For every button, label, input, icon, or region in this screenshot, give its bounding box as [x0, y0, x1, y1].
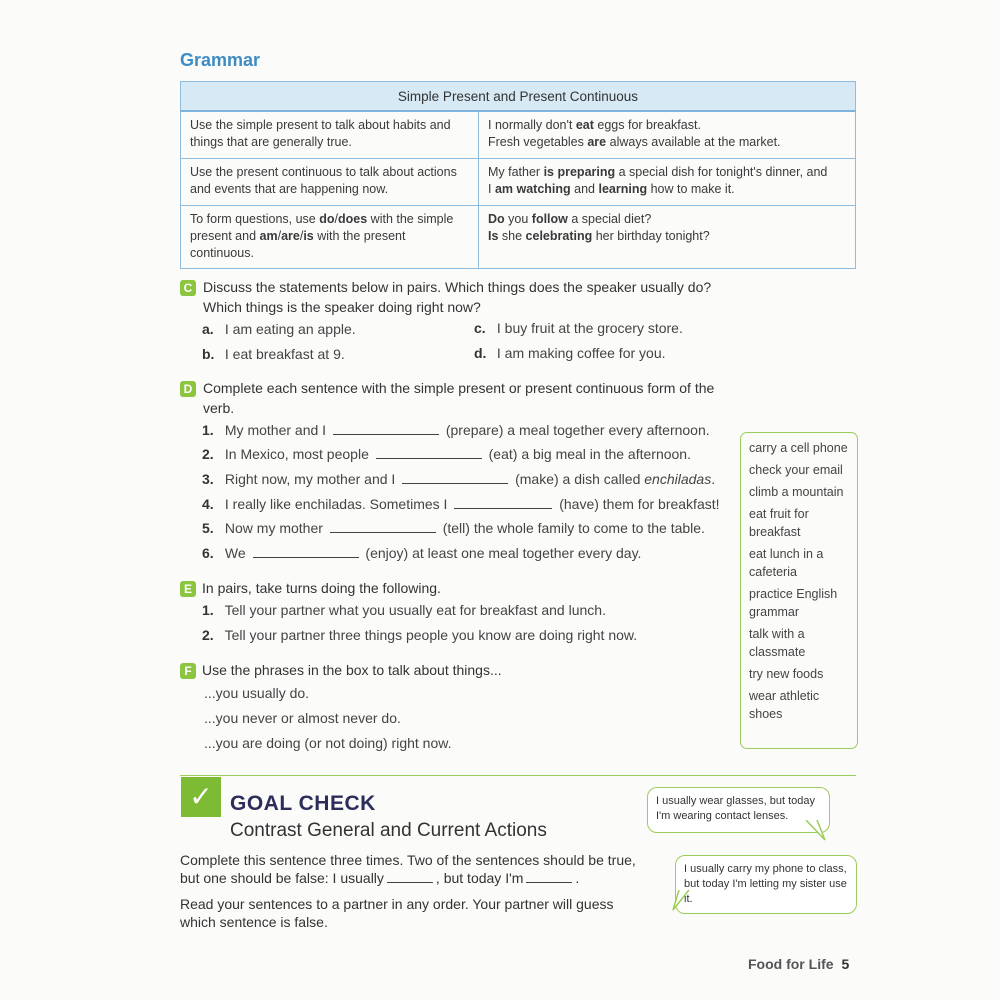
goal-instruction-2: Read your sentences to a partner in any order. Your partner will guess which sentence is false.: [180, 896, 614, 930]
section-c-instruction: C Discuss the statements below in pairs. Which things does the speaker usually do? Which things is the speaker doing right now?: [180, 277, 720, 317]
answer-blank[interactable]: [454, 496, 552, 509]
list-item: ...you are doing (or not doing) right now.: [204, 735, 452, 751]
speech-bubble-tail: [671, 890, 695, 912]
list-item: 2. Tell your partner three things people you know are doing right now.: [202, 627, 638, 643]
phrase-item: talk with a classmate: [749, 627, 806, 659]
list-item: 1. My mother and I (prepare) a meal together every afternoon.: [202, 422, 710, 438]
goal-instruction-1: Complete this sentence three times. Two of the sentences should be true, but one should be false: I usually , but today I'm .: [180, 852, 636, 886]
example-cell: Do you follow a special diet? Is she celebrating her birthday tonight?: [479, 206, 856, 269]
list-item: d. I am making coffee for you.: [474, 345, 666, 361]
section-e-badge: E: [180, 581, 196, 597]
list-item: ...you never or almost never do.: [204, 710, 401, 726]
list-item: b. I eat breakfast at 9.: [202, 346, 345, 362]
phrase-item: try new foods: [749, 667, 824, 681]
chapter-title: Food for Life: [748, 956, 834, 972]
answer-blank[interactable]: [387, 870, 433, 883]
example-cell: I normally don't eat eggs for breakfast. Fresh vegetables are always available at the market.: [479, 111, 856, 159]
list-item: ...you usually do.: [204, 685, 310, 701]
answer-blank[interactable]: [402, 471, 508, 484]
phrase-item: check your email: [749, 463, 843, 477]
answer-blank[interactable]: [330, 520, 436, 533]
goal-divider: [180, 775, 856, 776]
table-row: [181, 111, 856, 159]
goal-check-subtitle: Contrast General and Current Actions: [230, 820, 547, 841]
section-d-instruction: D Complete each sentence with the simple present or present continuous form of the verb.: [180, 378, 720, 418]
page-footer: [748, 956, 849, 972]
phrase-item: carry a cell phone: [749, 441, 848, 455]
section-f-instruction: F Use the phrases in the box to talk about things...: [180, 660, 720, 680]
table-row: [181, 206, 856, 269]
speech-bubble: I usually wear glasses, but today I'm wearing contact lenses.: [647, 787, 830, 833]
grammar-table-title: Simple Present and Present Continuous: [181, 82, 856, 112]
phrase-item: climb a mountain: [749, 485, 844, 499]
checkmark-icon: ✓: [181, 777, 221, 817]
phrase-item: eat lunch in a cafeteria: [749, 547, 824, 579]
list-item: 4. I really like enchiladas. Sometimes I (have) them for breakfast!: [202, 496, 720, 512]
section-d-badge: D: [180, 381, 196, 397]
answer-blank[interactable]: [526, 870, 572, 883]
list-item: c. I buy fruit at the grocery store.: [474, 320, 683, 336]
section-e-instruction: E In pairs, take turns doing the following.: [180, 578, 720, 598]
list-item: 1. Tell your partner what you usually eat for breakfast and lunch.: [202, 602, 606, 618]
answer-blank[interactable]: [333, 422, 439, 435]
grammar-table: [180, 81, 856, 269]
answer-blank[interactable]: [253, 545, 359, 558]
list-item: 5. Now my mother (tell) the whole family to come to the table.: [202, 520, 705, 536]
example-cell: My father is preparing a special dish for tonight's dinner, and I am watching and learning how to make it.: [479, 159, 856, 206]
section-c-badge: C: [180, 280, 196, 296]
list-item: a. I am eating an apple.: [202, 321, 356, 337]
section-f-badge: F: [180, 663, 196, 679]
rule-cell: Use the simple present to talk about habits and things that are generally true.: [181, 111, 479, 159]
goal-check-title: GOAL CHECK: [230, 792, 376, 815]
list-item: 2. In Mexico, most people (eat) a big meal in the afternoon.: [202, 446, 691, 462]
list-item: 6. We (enjoy) at least one meal together every day.: [202, 545, 642, 561]
table-row: [181, 159, 856, 206]
rule-cell: Use the present continuous to talk about actions and events that are happening now.: [181, 159, 479, 206]
phrase-box: [740, 432, 858, 749]
phrase-item: eat fruit for breakfast: [749, 507, 809, 539]
speech-bubble: I usually carry my phone to class, but today I'm letting my sister use it.: [675, 855, 857, 914]
rule-cell: To form questions, use do/does with the simple present and am/are/is with the present continuous.: [181, 206, 479, 269]
phrase-item: wear athletic shoes: [749, 689, 820, 721]
grammar-heading: Grammar: [180, 50, 261, 70]
speech-bubble-tail: [805, 820, 829, 842]
answer-blank[interactable]: [376, 446, 482, 459]
page-number: 5: [841, 956, 850, 972]
list-item: 3. Right now, my mother and I (make) a dish called enchiladas.: [202, 471, 716, 487]
phrase-item: practice English grammar: [749, 587, 838, 619]
